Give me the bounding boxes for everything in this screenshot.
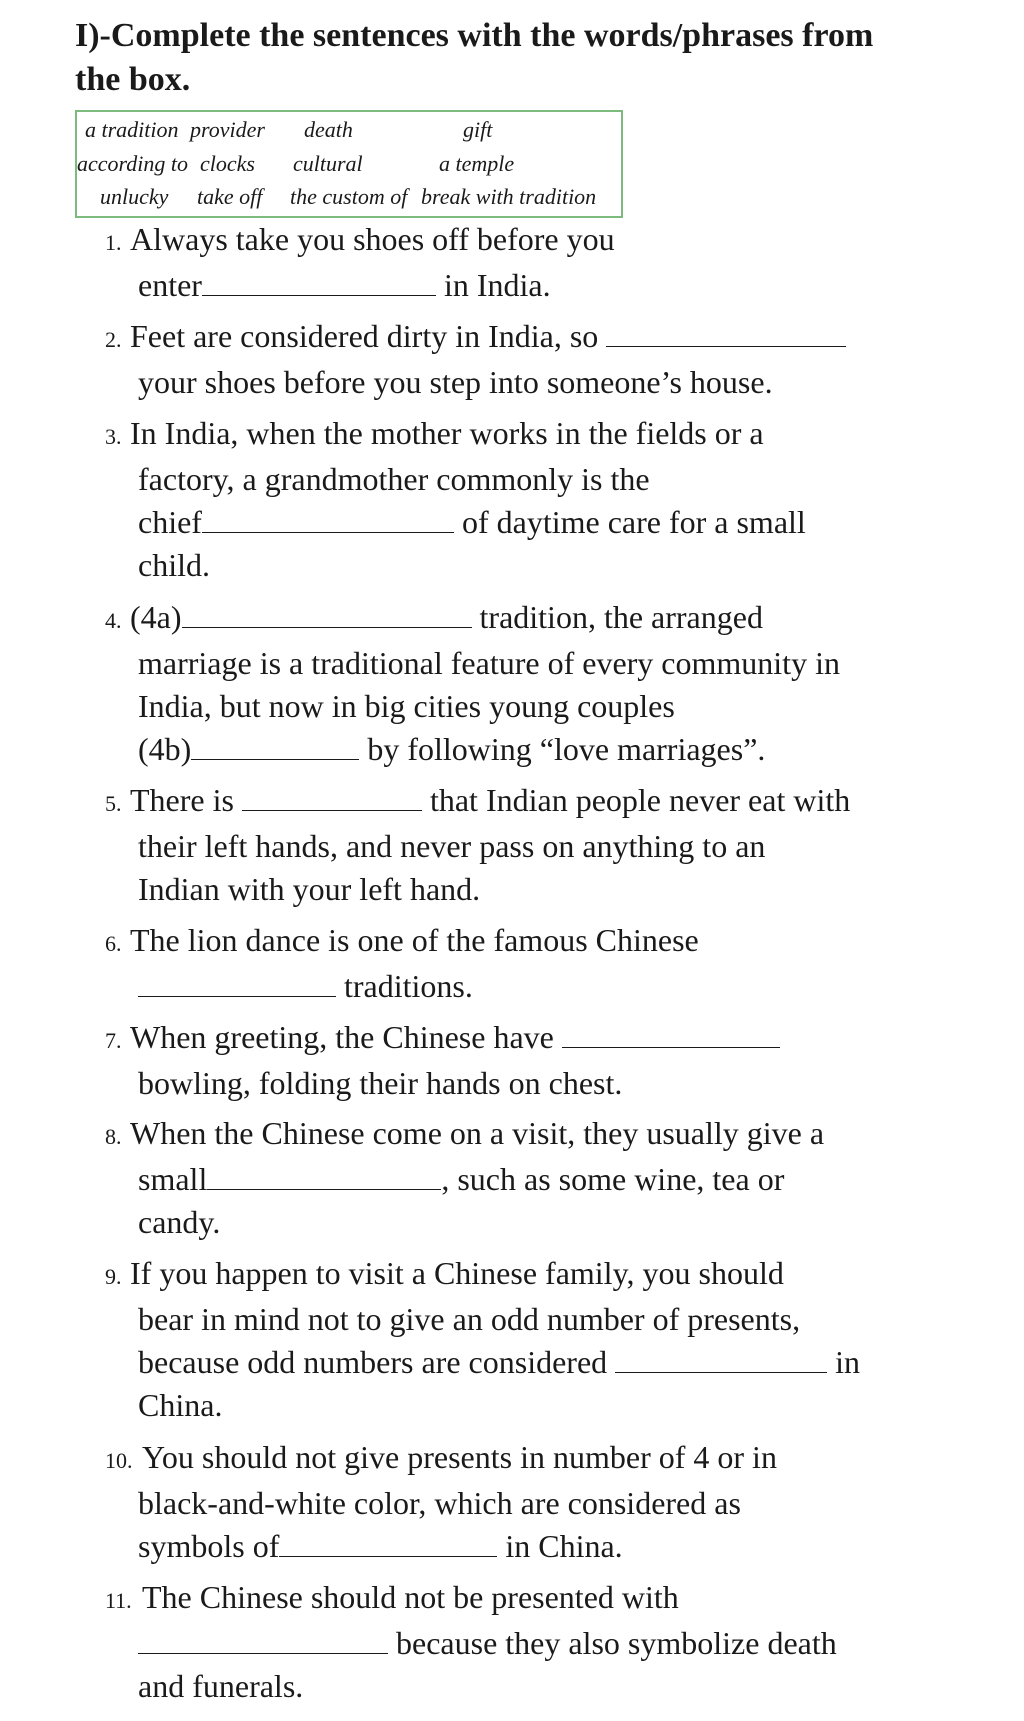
question-text: The Chinese should not be presented with	[142, 1579, 679, 1615]
question-text: black-and-white color, which are considered as	[138, 1485, 741, 1521]
question-text: small	[138, 1161, 208, 1197]
answer-blank[interactable]	[182, 597, 472, 628]
word-box	[75, 110, 623, 218]
question-text: of daytime care for a small	[461, 504, 806, 540]
question-number: 7.	[105, 1028, 122, 1053]
question-text: because odd numbers are considered	[138, 1344, 608, 1380]
answer-blank[interactable]	[279, 1526, 497, 1557]
question-text: marriage is a traditional feature of every community in	[138, 645, 840, 681]
answer-blank[interactable]	[202, 265, 436, 296]
question-text: that Indian people never eat with	[429, 782, 851, 818]
question-number: 3.	[105, 424, 122, 449]
answer-blank[interactable]	[562, 1017, 780, 1048]
answer-blank[interactable]	[191, 729, 359, 760]
word-clocks: clocks	[200, 151, 255, 176]
question-text: Always take you shoes off before you	[130, 221, 615, 257]
question-text: in	[835, 1344, 861, 1380]
question-text: India, but now in big cities young couples	[138, 688, 675, 724]
question-text: When greeting, the Chinese have	[130, 1019, 554, 1055]
question-text: (4a)	[130, 599, 182, 635]
question-2	[105, 315, 846, 404]
question-number: 2.	[105, 327, 122, 352]
word-cultural: cultural	[293, 151, 363, 176]
question-text: There is	[130, 782, 234, 818]
question-text: factory, a grandmother commonly is the	[138, 461, 650, 497]
question-text: , such as some wine, tea or	[441, 1161, 785, 1197]
question-text: (4b)	[138, 731, 192, 767]
word-gift: gift	[463, 117, 493, 142]
question-text: their left hands, and never pass on anything to an	[138, 828, 766, 864]
question-text: and funerals.	[138, 1668, 304, 1704]
question-number: 8.	[105, 1124, 122, 1149]
question-number: 11.	[105, 1588, 132, 1613]
answer-blank[interactable]	[202, 502, 454, 533]
question-text: because they also symbolize death	[396, 1625, 837, 1661]
question-1	[105, 218, 615, 307]
question-number: 4.	[105, 608, 122, 633]
word-unlucky: unlucky	[100, 184, 169, 209]
question-text: bear in mind not to give an odd number of presents,	[138, 1301, 801, 1337]
question-text: chief	[138, 504, 202, 540]
question-text: enter	[138, 267, 202, 303]
question-text: by following “love marriages”.	[367, 731, 766, 767]
question-text: China.	[138, 1387, 223, 1423]
question-text: bowling, folding their hands on chest.	[138, 1065, 623, 1101]
question-text: in China.	[505, 1528, 623, 1564]
question-9	[105, 1252, 860, 1427]
word-the-custom-of: the custom of	[290, 184, 408, 209]
question-text: tradition, the arranged	[479, 599, 763, 635]
word-a-temple: a temple	[439, 151, 515, 176]
question-text: your shoes before you step into someone’s house.	[138, 364, 773, 400]
question-text: Feet are considered dirty in India, so	[130, 318, 599, 354]
question-number: 9.	[105, 1264, 122, 1289]
word-take-off: take off	[197, 184, 263, 209]
question-3	[105, 412, 806, 587]
question-8	[105, 1112, 824, 1244]
answer-blank[interactable]	[138, 1623, 388, 1654]
answer-blank[interactable]	[242, 780, 422, 811]
question-text: The lion dance is one of the famous Chinese	[130, 922, 699, 958]
question-number: 1.	[105, 230, 122, 255]
question-number: 5.	[105, 791, 122, 816]
answer-blank[interactable]	[138, 966, 336, 997]
word-provider: provider	[190, 117, 265, 142]
word-a-tradition: a tradition	[85, 117, 179, 142]
question-number: 6.	[105, 931, 122, 956]
heading-line-2: the box.	[75, 61, 191, 98]
question-text: in India.	[443, 267, 551, 303]
question-text: If you happen to visit a Chinese family, you should	[130, 1255, 784, 1291]
question-6	[105, 919, 699, 1008]
question-text: symbols of	[138, 1528, 280, 1564]
question-text: child.	[138, 547, 210, 583]
question-text: traditions.	[344, 968, 473, 1004]
word-death: death	[304, 117, 353, 142]
word-according-to: according to	[77, 151, 188, 176]
question-number: 10.	[105, 1448, 133, 1473]
question-5	[105, 779, 850, 911]
question-7	[105, 1016, 780, 1105]
word-break-with-tradition: break with tradition	[421, 184, 597, 209]
heading-line-1: I)-Complete the sentences with the words/phrases from	[75, 17, 874, 54]
question-text: In India, when the mother works in the fields or a	[130, 415, 764, 451]
answer-blank[interactable]	[606, 316, 846, 347]
question-text: Indian with your left hand.	[138, 871, 481, 907]
answer-blank[interactable]	[615, 1342, 827, 1373]
question-11	[105, 1576, 837, 1708]
question-text: candy.	[138, 1204, 221, 1240]
exercise-heading	[75, 14, 975, 102]
question-4	[105, 596, 840, 771]
question-text: You should not give presents in number of 4 or in	[142, 1439, 777, 1475]
question-10	[105, 1436, 777, 1568]
answer-blank[interactable]	[207, 1159, 441, 1190]
question-text: When the Chinese come on a visit, they usually give a	[130, 1115, 825, 1151]
